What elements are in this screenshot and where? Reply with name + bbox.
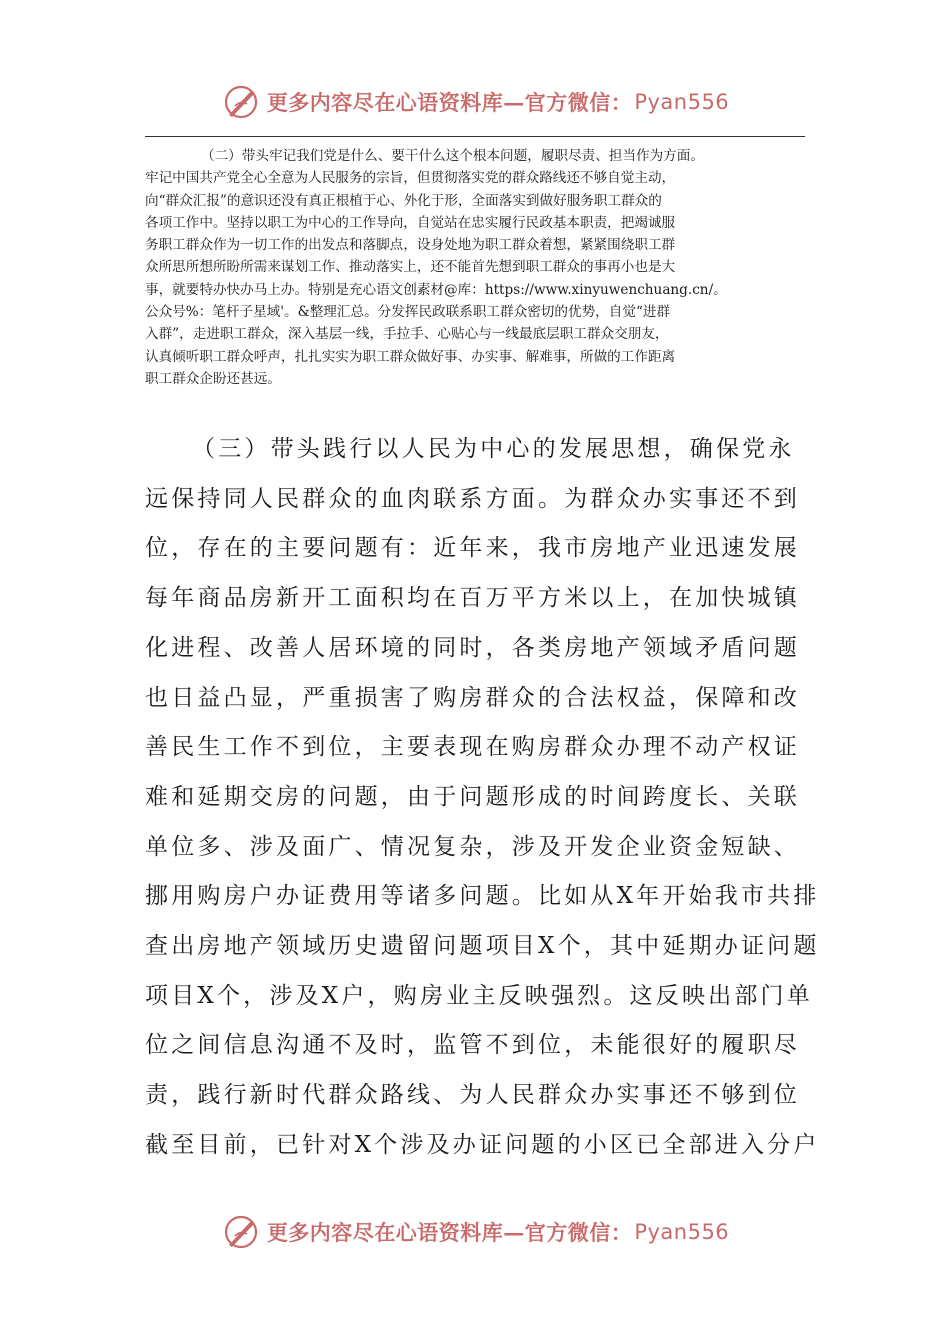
text-line: 化进程、改善人居环境的同时，各类房地产领域矛盾问题 xyxy=(145,634,800,661)
text-line: （二）带头牢记我们党是什么、要干什么这个根本问题，履职尽责、担当作为方面。 xyxy=(201,148,704,164)
text-line: 项目X个，涉及X户，购房业主反映强烈。这反映出部门单 xyxy=(145,982,813,1009)
header-divider xyxy=(145,136,805,137)
banner-wechat-id: Pyan556 xyxy=(634,1220,730,1244)
text-line: 职工群众企盼还甚远。 xyxy=(145,370,281,387)
footer-banner xyxy=(0,1210,950,1254)
pen-logo-icon xyxy=(221,82,261,122)
header-banner xyxy=(0,80,950,124)
text-line: 认真倾听职工群众呼声，扎扎实实为职工群众做好事、办实事、解难事，所做的工作距离 xyxy=(145,348,676,365)
banner-text: 更多内容尽在心语资料库—官方微信： xyxy=(266,90,633,115)
banner-wechat-id: Pyan556 xyxy=(634,90,730,114)
text-line: 单位多、涉及面广、情况复杂，涉及开发企业资金短缺、 xyxy=(145,833,800,860)
text-line: 截至目前，已针对X个涉及办证问题的小区已全部进入分户 xyxy=(145,1131,820,1158)
text-line: 也日益凸显，严重损害了购房群众的合法权益，保障和改 xyxy=(145,684,800,711)
text-line: 公众号%：笔杆子星域'。&整理汇总。分发挥民政联系职工群众密切的优势，自觉“进群 xyxy=(145,304,671,321)
text-line: 位之间信息沟通不及时，监管不到位，未能很好的履职尽 xyxy=(145,1032,800,1059)
text-line: 远保持同人民群众的血肉联系方面。为群众办实事还不到 xyxy=(145,485,800,512)
text-line: 各项工作中。坚持以职工为中心的工作导向，自觉站在忠实履行民政基本职责，把竭诚服 xyxy=(145,214,676,231)
text-line: 查出房地产领域历史遗留问题项目X个，其中延期办证问题 xyxy=(145,933,820,960)
text-line: 每年商品房新开工面积均在百万平方米以上，在加快城镇 xyxy=(145,585,800,612)
text-line: 向“群众汇报”的意识还没有真正根植于心、外化于形，全面落实到做好服务职工群众的 xyxy=(145,192,662,209)
text-line: 务职工群众作为一切工作的出发点和落脚点，设身处地为职工群众着想，紧紧围绕职工群 xyxy=(145,237,676,254)
text-line: 众所思所想所盼所需来谋划工作、推动落实上，还不能首先想到职工群众的事再小也是大 xyxy=(145,259,676,276)
text-line: 难和延期交房的问题，由于问题形成的时间跨度长、关联 xyxy=(145,783,800,810)
text-line: 牢记中国共产党全心全意为人民服务的宗旨，但贯彻落实党的群众路线还不够自觉主动， xyxy=(145,170,676,187)
text-line: 事，就要特办快办马上办。特别是充心语文创素材@库：https://www.xinyuwenchuang.cn/。 xyxy=(145,281,727,298)
text-line: （三）带头践行以人民为中心的发展思想，确保党永 xyxy=(192,436,795,462)
text-line: 善民生工作不到位，主要表现在购房群众办理不动产权证 xyxy=(145,734,800,761)
text-line: 入群”，走进职工群众，深入基层一线，手拉手、心贴心与一线最底层职工群众交朋友， xyxy=(145,326,669,343)
section-two-paragraph xyxy=(145,145,807,390)
text-line: 挪用购房户办证费用等诸多问题。比如从X年开始我市共排 xyxy=(145,883,820,910)
text-line: 位，存在的主要问题有：近年来，我市房地产业迅速发展 xyxy=(145,535,800,562)
pen-logo-icon xyxy=(221,1212,261,1252)
section-three-paragraph xyxy=(145,425,820,1171)
banner-text: 更多内容尽在心语资料库—官方微信： xyxy=(266,1220,633,1245)
text-line: 责，践行新时代群众路线、为人民群众办实事还不够到位 xyxy=(145,1082,800,1109)
